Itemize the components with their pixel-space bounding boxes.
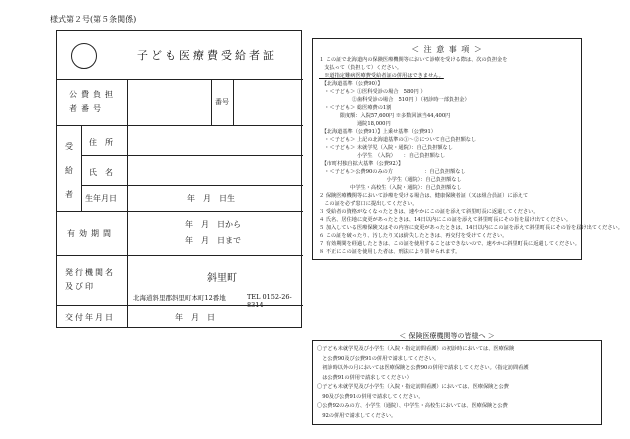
note-line: この証を必ず窓口に提出してください。 xyxy=(319,201,418,207)
valid-to: 年 月 日まで xyxy=(185,236,241,245)
divider xyxy=(233,79,234,125)
issuer-label-2: 及び印 xyxy=(65,282,95,291)
issuer-tel: TEL 0152-26-8314 xyxy=(247,293,292,309)
provider-line: 90及び公費91の併用で請求してください。 xyxy=(317,393,424,400)
note-line: 小学生（通院）：自己負担額なし xyxy=(319,177,462,183)
issue-date-fields: 年 月 日 xyxy=(175,313,215,322)
divider xyxy=(57,255,303,256)
provider-line: は公費91の併用で請求してください） xyxy=(317,374,412,381)
providers-heading: ＜ 保険医療機関等の皆様へ ＞ xyxy=(399,332,495,340)
divider xyxy=(127,79,128,125)
note-line: ４ 氏名、居住地に変更があったときは、14日以内にこの証を添えて斜里町長にその旨を届け出てください。 xyxy=(319,217,572,223)
payer-label-2: 者番号 xyxy=(69,104,105,113)
divider xyxy=(127,125,128,211)
card-title: 子ども医療費受給者証 xyxy=(137,49,277,62)
birthdate-fields: 年 月 日生 xyxy=(187,194,235,203)
note-line: ※道指定難病医療費受給者証の併用はできません。 xyxy=(319,73,444,79)
note-line: 支払って（負担して）ください。 xyxy=(319,65,403,71)
address-label: 住所 xyxy=(89,138,121,147)
recipient-label: 受給者 xyxy=(65,142,73,199)
form-number: 様式第２号(第５条関係) xyxy=(50,15,137,24)
birthdate-label: 生年月日 xyxy=(85,194,117,203)
issue-date-label: 交付年月日 xyxy=(65,313,115,322)
provider-line: 〇子ども未就学児及び小学生（入院・指定訪問看護）の初診時においては、医療保険 xyxy=(317,346,515,352)
provider-line: 初診時以外の月においては医療保険と公費90の併用で請求してください。（指定訪問看護 xyxy=(317,365,529,371)
provider-line: と公費90及び公費91の併用で請求してください。 xyxy=(317,355,440,362)
divider xyxy=(57,79,303,80)
note-line: 【北海道基準（公費91）】上乗せ基準（公費91） xyxy=(319,129,436,135)
note-line: ３ 受給者の資格がなくなったときは、速やかにこの証を添えて斜里町長に返還してください。 xyxy=(319,209,539,215)
note-line: ５ 加入している医療保険又はその内容に変更があったときは、14日以内にこの証を添えて斜里町長にその旨を届け出てください。 xyxy=(319,225,623,231)
divider xyxy=(57,305,303,306)
issuer-name: 斜里町 xyxy=(207,273,237,284)
note-line: 【市町村独自拡大基準（公費92）】 xyxy=(319,161,404,167)
payer-label: 公費負担 xyxy=(69,90,117,99)
divider xyxy=(211,79,212,125)
note-line: ８ 不正にこの証を使用した者は、刑法により罰せられます。 xyxy=(319,249,461,255)
divider xyxy=(127,305,128,327)
providers-box xyxy=(312,340,602,425)
note-line: ７ 有効期間を経過したときは、この証を使用することはできないので、速やかに斜里町長に返還してください。 xyxy=(319,241,580,247)
note-line: ・＜子ども＞ ①医科受診の場合 580円 ） xyxy=(319,89,426,95)
note-line: ・＜子ども＞ 上記の北海道基準の①～②について自己負担額なし xyxy=(319,137,477,143)
notes-box xyxy=(312,38,623,260)
divider xyxy=(57,211,303,212)
note-line: ・＜子ども＞ 未就学児（入院・通院）：自己負担額なし xyxy=(319,145,453,151)
provider-line: 92の併用で請求してください。 xyxy=(317,412,397,419)
note-line: 中学生・高校生（入院・通院）：自己負担額なし xyxy=(319,185,462,191)
valid-from: 年 月 日から xyxy=(185,220,241,229)
note-line: ２ 保険医療機関等において診療を受ける場合は、健康保険者証（又は組合員証）に添えて xyxy=(319,193,529,199)
valid-period-label: 有効期間 xyxy=(67,229,115,238)
divider xyxy=(57,125,303,126)
divider xyxy=(127,211,128,255)
divider xyxy=(127,255,128,305)
note-line: ６ この証を破ったり、汚したり又は紛失したときは、再交付を受けてください。 xyxy=(319,233,508,239)
divider xyxy=(81,125,82,211)
note-line: ・＜子ども＞公費90のみの方 ：自己負担額なし xyxy=(319,169,466,175)
note-line: 通院18,000円 xyxy=(319,121,391,127)
stamp-circle-icon xyxy=(71,43,97,69)
notes-heading: ＜ 注 意 事 項 ＞ xyxy=(411,45,483,54)
issuer-label: 発行機関名 xyxy=(65,268,115,277)
number-label: 番号 xyxy=(215,98,229,106)
divider xyxy=(81,155,303,156)
note-line: ・＜子ども＞ 総医療費の1割 xyxy=(319,105,392,111)
provider-line: 〇公費92のみの方、小学生（通院）、中学生・高校生においては、医療保険と公費 xyxy=(317,403,508,409)
issuer-address: 北海道斜里郡斜里町本町12番地 xyxy=(133,294,226,302)
note-line: 限度額：入院57,600円 ※多数回該当44,400円 xyxy=(319,113,451,119)
note-line: １ この証で北海道内の保険医療機関等において診療を受ける際は、次の負担金を xyxy=(319,57,508,63)
note-line: 小学生 （入院） ：自己負担額なし xyxy=(319,153,446,159)
divider xyxy=(81,185,303,186)
medical-certificate-card xyxy=(56,30,302,328)
name-label: 氏名 xyxy=(89,168,121,177)
note-line: 【北海道基準（公費90）】 xyxy=(319,81,383,87)
note-line: ②歯科受診の場合 510円 ）（初診時一部負担金） xyxy=(319,97,470,103)
provider-line: 〇子ども未就学児及び小学生（入院・指定訪問看護）においては、医療保険と公費 xyxy=(317,384,509,390)
